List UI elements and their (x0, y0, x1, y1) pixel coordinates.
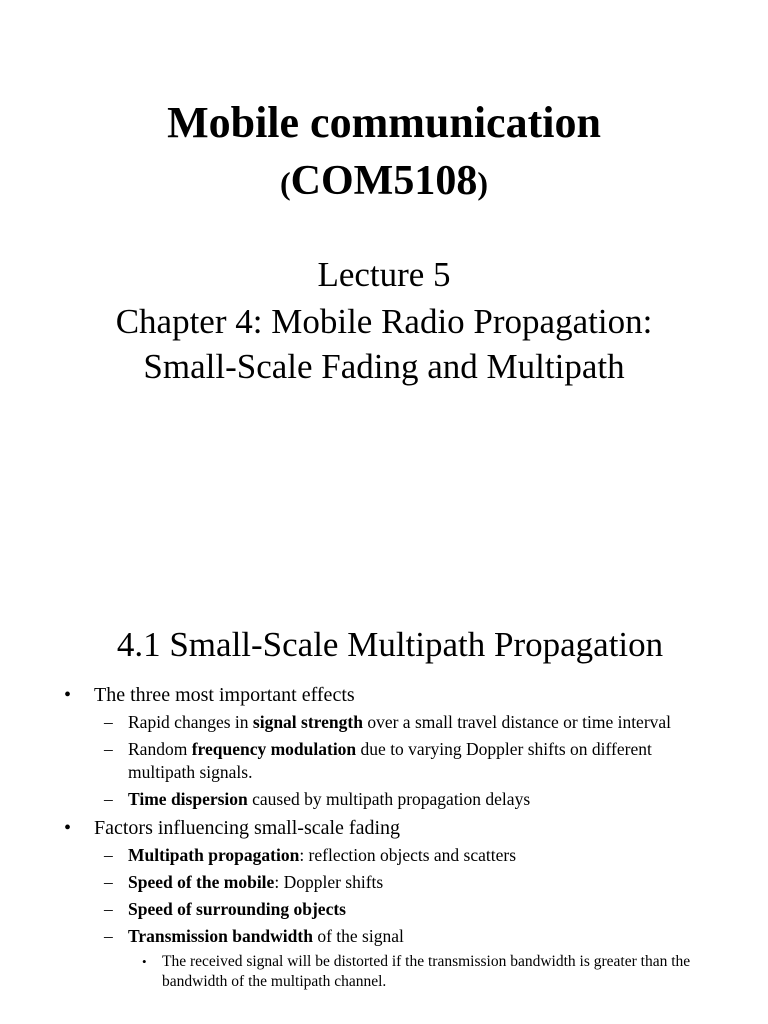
sub-bullet-text (128, 845, 516, 865)
sub-bullet-item (0, 871, 678, 894)
bold-term: Multipath propagation (128, 845, 300, 865)
text-span: : reflection objects and scatters (299, 845, 517, 865)
sub-bullet-item (0, 738, 678, 784)
bullet-text: Factors influencing small-scale fading (94, 817, 401, 839)
sub-bullet-item (0, 711, 678, 734)
dash-marker: – (104, 899, 113, 919)
text-span: of the signal (312, 926, 404, 946)
text-span: caused by multipath propagation delays (247, 789, 531, 809)
sub-bullet-text (128, 789, 530, 809)
content-slide (0, 560, 768, 1024)
sub-bullet-text (128, 872, 383, 892)
sub-bullet-text (128, 712, 671, 732)
dash-marker: – (104, 789, 113, 809)
bullet-marker: • (64, 817, 72, 839)
chapter-subtitle: Small-Scale Fading and Multipath (143, 347, 625, 386)
sub-sub-bullet-text: The received signal will be distorted if the transmission bandwidth is greater than the bandwidth of the multipath channel. (162, 953, 691, 990)
close-paren: ) (477, 165, 488, 201)
sub-sub-bullet-item (0, 952, 692, 992)
sub-bullet-text (128, 899, 346, 919)
bullet-marker: • (64, 684, 72, 706)
sub-bullet-item (0, 898, 678, 921)
course-code: COM5108 (290, 158, 478, 204)
text-span: Random (128, 739, 192, 759)
dash-marker: – (104, 845, 113, 865)
chapter-title: Chapter 4: Mobile Radio Propagation: (115, 302, 653, 341)
text-span: : Doppler shifts (274, 872, 384, 892)
dash-marker: – (104, 712, 113, 732)
sub-bullet-item (0, 925, 678, 948)
bold-term: Time dispersion (128, 789, 248, 809)
bold-term: frequency modulation (191, 739, 357, 759)
bullet-text: The three most important effects (94, 684, 355, 706)
dash-marker: – (104, 926, 113, 946)
sub-bullet-text (128, 739, 652, 782)
dash-marker: – (104, 872, 113, 892)
slide-title: Mobile communication (167, 98, 601, 147)
bold-term: Speed of the mobile (128, 872, 275, 892)
bold-term: Transmission bandwidth (128, 926, 313, 946)
bullet-marker: • (142, 954, 147, 969)
bold-term: signal strength (252, 712, 363, 732)
bullet-list (0, 682, 768, 992)
sub-bullet-item (0, 844, 678, 867)
open-paren: ( (280, 165, 291, 201)
sub-bullet-text (128, 926, 404, 946)
text-span: over a small travel distance or time interval (362, 712, 672, 732)
bullet-item (0, 815, 694, 841)
dash-marker: – (104, 739, 113, 759)
bullet-item (0, 682, 694, 708)
text-span: Rapid changes in (128, 712, 253, 732)
course-code-line (0, 156, 768, 208)
section-heading: 4.1 Small-Scale Multipath Propagation (116, 625, 664, 664)
sub-bullet-item (0, 788, 678, 811)
text-span: due to varying Doppler shifts on different multipath signals. (128, 739, 652, 782)
bold-term: Speed of surrounding objects (128, 899, 346, 919)
lecture-number: Lecture 5 (317, 255, 451, 294)
